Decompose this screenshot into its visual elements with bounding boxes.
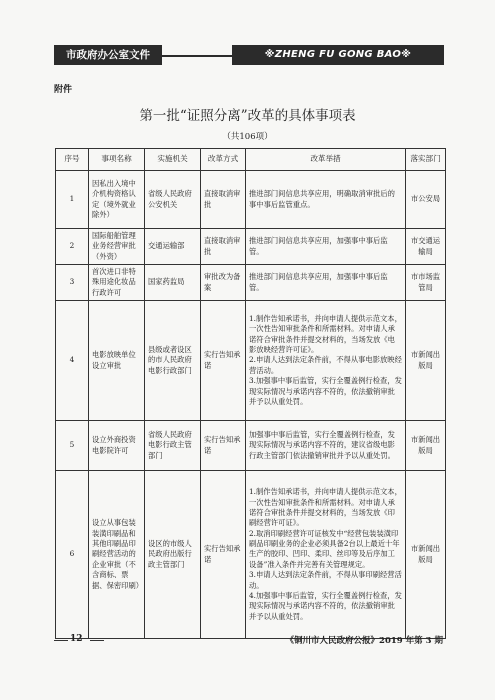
row-method: 审批改为备案 bbox=[201, 265, 246, 301]
row-dept: 市公安局 bbox=[406, 171, 446, 229]
row-measures: 1.制作告知承诺书，并向申请人提供示范文本，一次性告知审批条件和所需材料。对申请人承诺符合审批条件并提交材料的，当场发放《电影放映经营许可证》。 2.申请人达到法定条件前，不得从事电影放映经营活动。 3.加强事中事后监管，实行全覆盖例行检查，发现实际情况与承诺内容不符的，依法撤销审批并予以从重处罚。 bbox=[246, 301, 406, 421]
row-item-name: 因私出入境中介机构资格认定（境外就业除外） bbox=[89, 171, 145, 229]
row-agency: 省级人民政府公安机关 bbox=[145, 171, 201, 229]
row-method: 实行告知承诺 bbox=[201, 421, 246, 471]
reform-items-table bbox=[55, 148, 446, 639]
row-number: 2 bbox=[56, 229, 89, 265]
table-row bbox=[56, 421, 446, 471]
footer-dash-right bbox=[90, 640, 104, 641]
row-method: 直接取消审批 bbox=[201, 229, 246, 265]
row-number: 5 bbox=[56, 421, 89, 471]
row-dept: 市交通运输局 bbox=[406, 229, 446, 265]
annex-label: 附件 bbox=[54, 85, 73, 95]
row-measures: 推进部门间信息共享应用，明确取消审批后的事中事后监管重点。 bbox=[246, 171, 406, 229]
header-left-banner: 市政府办公室文件 bbox=[54, 45, 162, 65]
table-row bbox=[56, 265, 446, 301]
table-row bbox=[56, 301, 446, 421]
row-number: 6 bbox=[56, 471, 89, 639]
table-row bbox=[56, 171, 446, 229]
row-method: 实行告知承诺 bbox=[201, 301, 246, 421]
row-agency: 设区的市级人民政府出版行政主管部门 bbox=[145, 471, 201, 639]
col-header-agency: 实施机关 bbox=[145, 149, 201, 171]
item-count: （共106项） bbox=[222, 132, 273, 142]
row-number: 4 bbox=[56, 301, 89, 421]
col-header-dept: 落实部门 bbox=[406, 149, 446, 171]
row-item-name: 国际船舶管理业务经营审批（外资） bbox=[89, 229, 145, 265]
row-item-name: 设立外商投资电影院许可 bbox=[89, 421, 145, 471]
table-row bbox=[56, 471, 446, 639]
row-agency: 县级或者设区的市人民政府电影行政部门 bbox=[145, 301, 201, 421]
row-number: 3 bbox=[56, 265, 89, 301]
col-header-name: 事项名称 bbox=[89, 149, 145, 171]
row-dept: 市市场监管局 bbox=[406, 265, 446, 301]
row-measures: 推进部门间信息共享应用，加强事中事后监管。 bbox=[246, 229, 406, 265]
row-dept: 市新闻出版局 bbox=[406, 471, 446, 639]
row-agency: 交通运输部 bbox=[145, 229, 201, 265]
footer-dash-left bbox=[54, 640, 68, 641]
row-dept: 市新闻出版局 bbox=[406, 421, 446, 471]
header-divider bbox=[162, 55, 232, 57]
table-row bbox=[56, 229, 446, 265]
row-number: 1 bbox=[56, 171, 89, 229]
page-number: 12 bbox=[70, 634, 83, 644]
page-title: 第一批“证照分离”改革的具体事项表 bbox=[139, 108, 356, 124]
row-agency: 省级人民政府电影行政主管部门 bbox=[145, 421, 201, 471]
row-dept: 市新闻出版局 bbox=[406, 301, 446, 421]
journal-citation: 《铜川市人民政府公报》2019 年第 3 期 bbox=[285, 636, 443, 646]
row-item-name: 设立从事包装装潢印刷品和其他印刷品印刷经营活动的企业审批（不含商标、票据、保密印刷） bbox=[89, 471, 145, 639]
col-header-no: 序号 bbox=[56, 149, 89, 171]
col-header-method: 改革方式 bbox=[201, 149, 246, 171]
row-measures: 1.制作告知承诺书，并向申请人提供示范文本，一次性告知审批条件和所需材料。对申请人承诺符合审批条件并提交材料的，当场发放《印刷经营许可证》。 2.取消印刷经营许可证核发中“经营包装装潢印刷品印刷业务的企业必须具备2台以上最近十年生产的胶印、凹印、柔印、丝印等及后序加工设备”准入条件并完善有关管理规定。 3.申请人达到法定条件前，不得从事印刷经营活动。 4.加强事中事后监管，实行全覆盖例行检查，发现实际情况与承诺内容不符的，依法撤销审批并予以从重处罚。 bbox=[246, 471, 406, 639]
row-measures: 推进部门间信息共享应用，加强事中事后监管。 bbox=[246, 265, 406, 301]
row-measures: 加强事中事后监管，实行全覆盖例行检查，发现实际情况与承诺内容不符的，建议省级电影行政主管部门依法撤销审批并予以从重处罚。 bbox=[246, 421, 406, 471]
row-item-name: 首次进口非特殊用途化妆品行政许可 bbox=[89, 265, 145, 301]
header-right-banner: ※ZHENG FU GONG BAO※ bbox=[232, 45, 444, 65]
col-header-measures: 改革举措 bbox=[246, 149, 406, 171]
row-agency: 国家药监局 bbox=[145, 265, 201, 301]
row-method: 实行告知承诺 bbox=[201, 471, 246, 639]
table-header-row bbox=[56, 149, 446, 171]
row-method: 直接取消审批 bbox=[201, 171, 246, 229]
row-item-name: 电影放映单位设立审批 bbox=[89, 301, 145, 421]
